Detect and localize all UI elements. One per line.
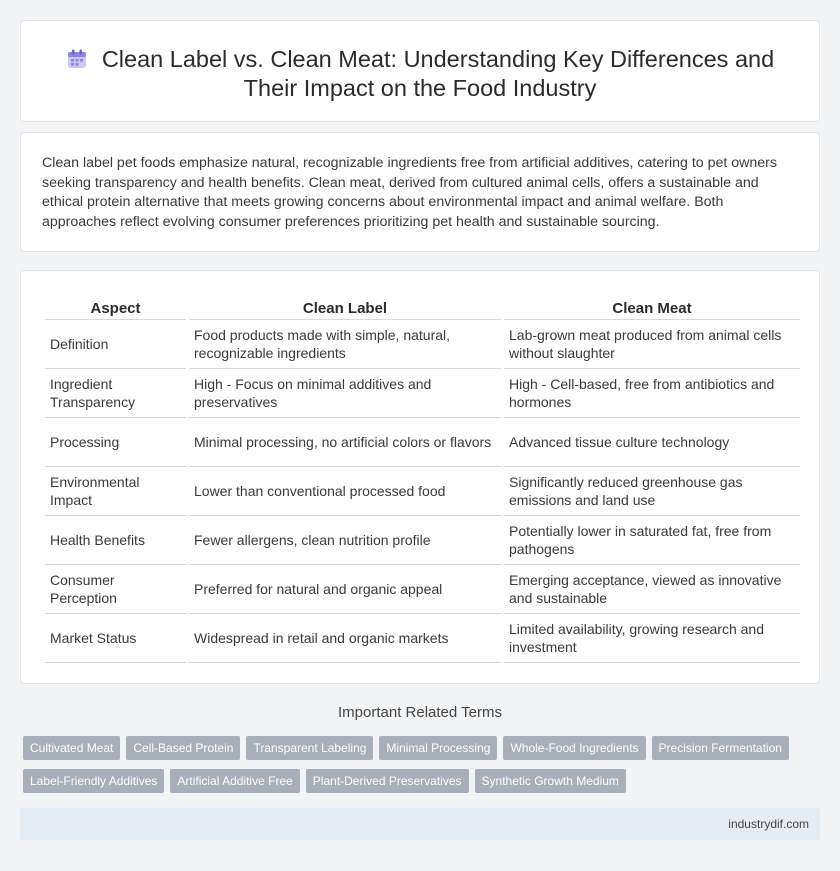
page-title	[21, 45, 819, 103]
table-row	[45, 565, 800, 614]
cell-clean-meat: Advanced tissue culture technology	[504, 418, 800, 467]
table-row	[45, 418, 800, 467]
tag-cultivated-meat[interactable]: Cultivated Meat	[23, 736, 120, 760]
cell-aspect: Processing	[45, 418, 186, 467]
tag-minimal-processing[interactable]: Minimal Processing	[379, 736, 497, 760]
comparison-table	[42, 296, 803, 663]
table-header-row	[45, 296, 800, 320]
cell-clean-label: Minimal processing, no artificial colors or flavors	[189, 418, 501, 467]
table-row	[45, 614, 800, 663]
intro-paragraph: Clean label pet foods emphasize natural, recognizable ingredients free from artificial additives, catering to pet owners seeking transparency and health benefits. Clean meat, derived from cultured animal cells, offers a sustainable and ethical protein alternative that meets growing concerns about environmental impact and animal welfare. Both approaches reflect evolving consumer preferences prioritizing pet health and sustainable sourcing.	[42, 155, 777, 230]
related-terms-heading: Important Related Terms	[338, 704, 502, 721]
cell-clean-meat: Emerging acceptance, viewed as innovative and sustainable	[504, 565, 800, 614]
tag-row	[23, 769, 813, 793]
tag-cell-based-protein[interactable]: Cell-Based Protein	[126, 736, 240, 760]
tag-synthetic-growth-medium[interactable]: Synthetic Growth Medium	[475, 769, 626, 793]
table-row	[45, 516, 800, 565]
tag-row	[23, 736, 813, 760]
cell-clean-label: Fewer allergens, clean nutrition profile	[189, 516, 501, 565]
comparison-table-card	[20, 270, 820, 684]
cell-clean-label: Lower than conventional processed food	[189, 467, 501, 516]
header-aspect: Aspect	[45, 296, 186, 320]
tag-precision-fermentation[interactable]: Precision Fermentation	[652, 736, 789, 760]
footer	[20, 808, 820, 840]
tag-plant-derived-preservatives[interactable]: Plant-Derived Preservatives	[306, 769, 469, 793]
header-card	[20, 20, 820, 122]
table-row	[45, 369, 800, 418]
title-line-2: Their Impact on the Food Industry	[243, 75, 597, 101]
header-clean-label: Clean Label	[189, 296, 501, 320]
cell-clean-meat: Significantly reduced greenhouse gas emissions and land use	[504, 467, 800, 516]
cell-aspect: Health Benefits	[45, 516, 186, 565]
footer-site-link[interactable]: industrydif.com	[728, 817, 809, 831]
tag-artificial-additive-free[interactable]: Artificial Additive Free	[170, 769, 299, 793]
cell-clean-label: Food products made with simple, natural, recognizable ingredients	[189, 320, 501, 369]
cell-aspect: Environmental Impact	[45, 467, 186, 516]
table-row	[45, 467, 800, 516]
cell-clean-label: High - Focus on minimal additives and preservatives	[189, 369, 501, 418]
cell-aspect: Ingredient Transparency	[45, 369, 186, 418]
tag-whole-food-ingredients[interactable]: Whole-Food Ingredients	[503, 736, 645, 760]
header-clean-meat: Clean Meat	[504, 296, 800, 320]
cell-clean-meat: Lab-grown meat produced from animal cells without slaughter	[504, 320, 800, 369]
tag-label-friendly-additives[interactable]: Label-Friendly Additives	[23, 769, 164, 793]
table-row	[45, 320, 800, 369]
cell-clean-meat: Potentially lower in saturated fat, free from pathogens	[504, 516, 800, 565]
cell-aspect: Consumer Perception	[45, 565, 186, 614]
cell-aspect: Definition	[45, 320, 186, 369]
title-line-1: Clean Label vs. Clean Meat: Understanding Key Differences and	[101, 46, 775, 72]
related-terms-tags	[23, 736, 813, 802]
calendar-icon	[66, 48, 88, 70]
cell-clean-meat: High - Cell-based, free from antibiotics and hormones	[504, 369, 800, 418]
cell-clean-meat: Limited availability, growing research and investment	[504, 614, 800, 663]
intro-card	[20, 132, 820, 252]
tag-transparent-labeling[interactable]: Transparent Labeling	[246, 736, 373, 760]
cell-aspect: Market Status	[45, 614, 186, 663]
cell-clean-label: Preferred for natural and organic appeal	[189, 565, 501, 614]
cell-clean-label: Widespread in retail and organic markets	[189, 614, 501, 663]
